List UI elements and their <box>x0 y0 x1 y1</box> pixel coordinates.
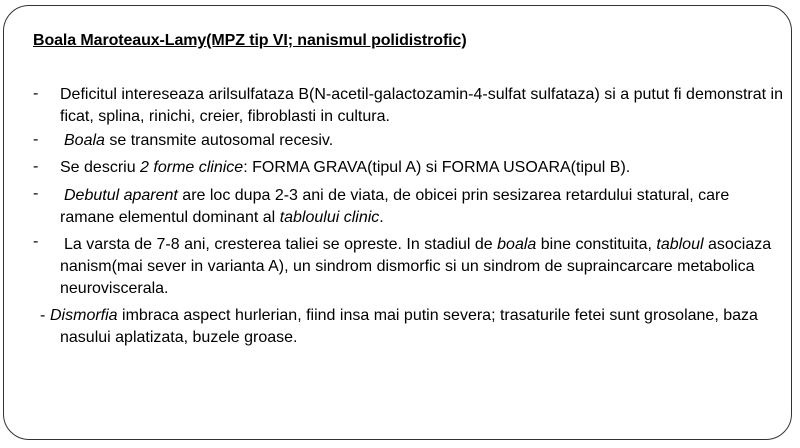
bullet-text <box>60 84 784 128</box>
bullet-dash: - <box>33 85 39 102</box>
bullet-emphasis: Boala <box>64 132 105 149</box>
bullet-emphasis: Debutul aparent <box>64 187 178 204</box>
bullet-text <box>64 130 788 152</box>
bullet-text <box>60 157 784 179</box>
bullet-emphasis: tabloul <box>656 236 704 253</box>
bullet-segment: asociaza nanism(mai sever in varianta A), un sindrom dismorfic si un sindrom de supraincarcare metabolica neuroviscerala. <box>60 236 772 297</box>
bullet-emphasis: tabloului clinic <box>279 209 380 226</box>
bullet-text <box>60 185 780 229</box>
bullet-segment: La varsta de 7-8 ani, cresterea taliei se opreste. In stadiul de <box>64 236 498 253</box>
bullet-dash: - <box>33 158 39 175</box>
bullet-text <box>60 234 780 300</box>
bullet-segment: Se descriu <box>60 159 141 176</box>
bullet-segment: : FORMA GRAVA(tipul A) si FORMA USOARA(tipul B). <box>243 159 631 176</box>
slide-title: Boala Maroteaux-Lamy(MPZ tip VI; nanismul polidistrofic) <box>33 32 467 49</box>
bullet-segment: Deficitul intereseaza arilsulfataza B(N-acetil-galactozamin-4-sulfat sulfataza) si a putut fi demonstrat in ficat, splina, rinichi, creier, fibroblasti in cultura. <box>60 86 783 125</box>
bullet-emphasis: Dismorfia <box>50 307 118 324</box>
bullet-segment: bine constituita, <box>536 236 657 253</box>
bullet-segment: are loc dupa 2-3 ani de viata, de obicei prin sesizarea retardului statural, care ramane elementul dominant al <box>60 187 730 226</box>
bullet-segment: imbraca aspect hurlerian, fiind insa mai putin severa; trasaturile fetei sunt grosolane, baza nasului aplatizata, buzele groase. <box>60 307 758 346</box>
bullet-dash: - <box>33 185 39 202</box>
bullet-emphasis: 2 forme clinice <box>140 159 244 176</box>
bullet-dash: - <box>33 233 39 250</box>
bullet-segment: . <box>379 209 384 226</box>
bullet-dash: - <box>33 131 39 148</box>
bullet-emphasis: boala <box>497 236 537 253</box>
bullet-text <box>50 305 790 349</box>
bullet-dash: - <box>40 307 46 324</box>
bullet-segment: se transmite autosomal recesiv. <box>104 132 334 149</box>
